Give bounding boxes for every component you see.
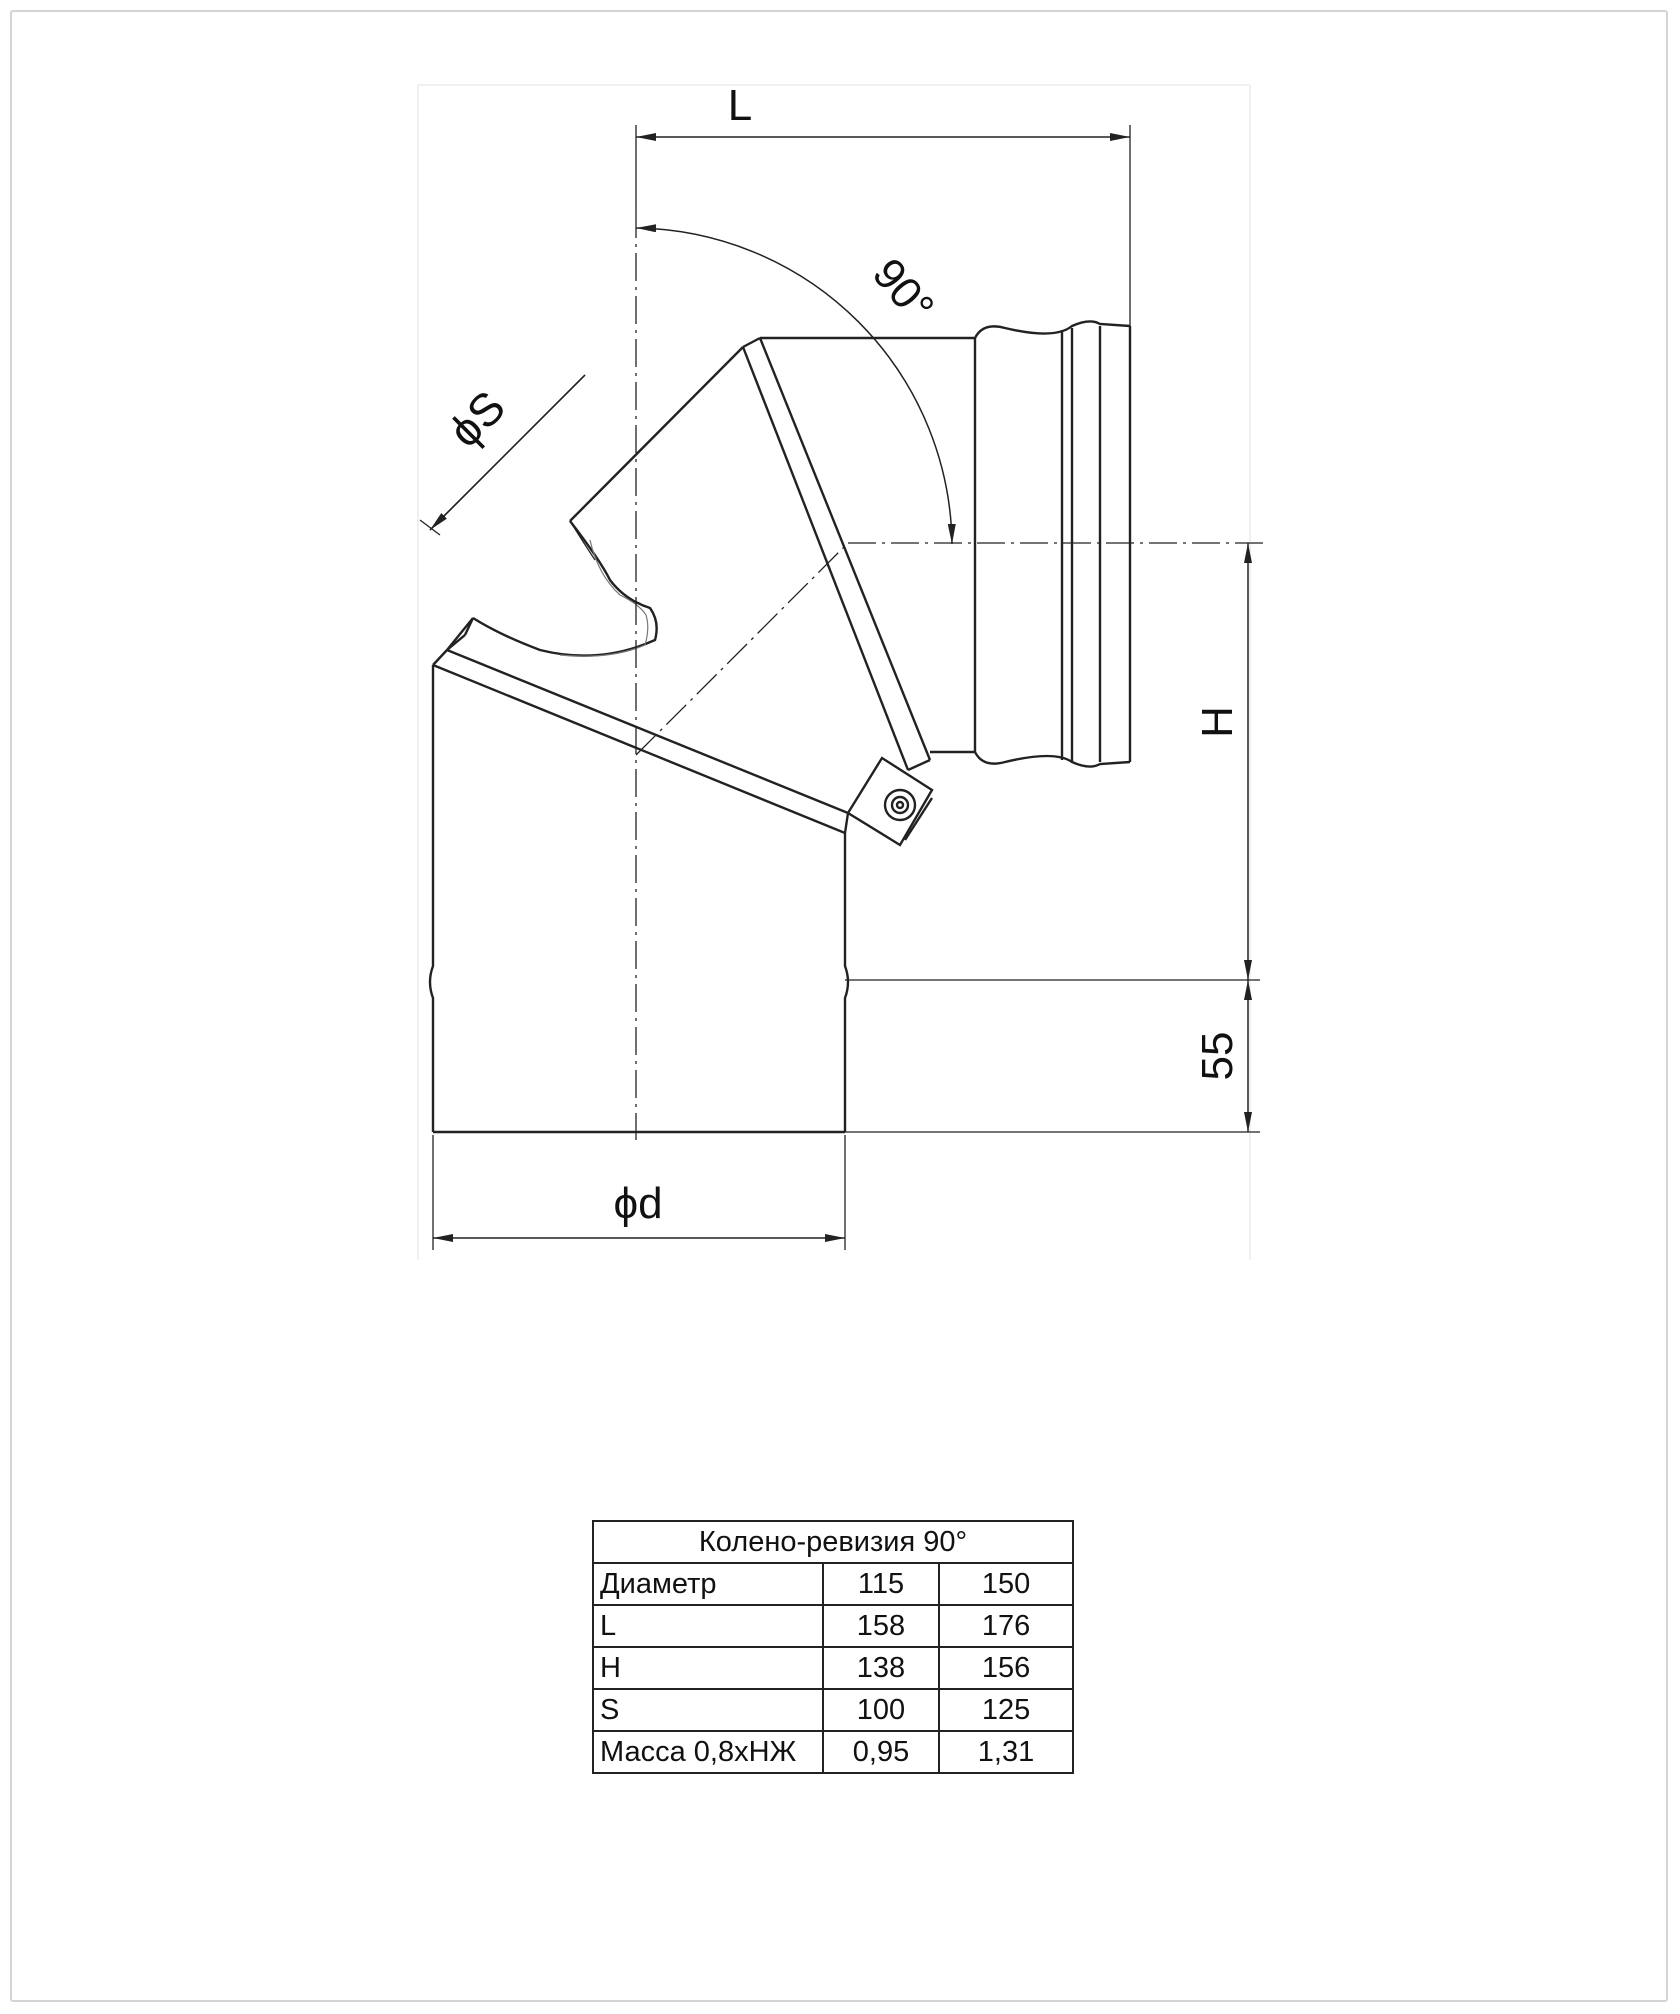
row-value: 158 bbox=[823, 1605, 939, 1647]
table-title: Колено-ревизия 90° bbox=[593, 1521, 1073, 1563]
upper-segment bbox=[570, 338, 930, 770]
table-title-row bbox=[593, 1521, 1073, 1563]
outlet-pipe bbox=[760, 321, 1130, 766]
clamp-hinge bbox=[848, 758, 932, 845]
label-55: 55 bbox=[1193, 1031, 1242, 1081]
row-value: 1,31 bbox=[939, 1731, 1073, 1773]
row-value: 115 bbox=[823, 1563, 939, 1605]
bottom-pipe bbox=[430, 665, 848, 1132]
row-value: 150 bbox=[939, 1563, 1073, 1605]
table-row bbox=[593, 1731, 1073, 1773]
dimension-lines bbox=[430, 137, 1248, 1238]
label-H: H bbox=[1193, 706, 1242, 738]
extension-lines bbox=[420, 125, 1260, 1250]
table-row bbox=[593, 1689, 1073, 1731]
table-row bbox=[593, 1605, 1073, 1647]
label-d: ϕd bbox=[613, 1179, 663, 1228]
label-L: L bbox=[727, 81, 753, 130]
row-value: 176 bbox=[939, 1605, 1073, 1647]
row-value: 125 bbox=[939, 1689, 1073, 1731]
table-row bbox=[593, 1647, 1073, 1689]
row-value: 100 bbox=[823, 1689, 939, 1731]
construction-lines bbox=[418, 85, 1250, 1260]
label-S: ϕS bbox=[438, 380, 516, 458]
spec-table bbox=[592, 1520, 1074, 1774]
row-label: S bbox=[593, 1689, 823, 1731]
row-value: 138 bbox=[823, 1647, 939, 1689]
table-row bbox=[593, 1563, 1073, 1605]
center-lines bbox=[636, 210, 1265, 1140]
label-angle: 90° bbox=[862, 249, 944, 332]
row-label: L bbox=[593, 1605, 823, 1647]
row-label: Масса 0,8хНЖ bbox=[593, 1731, 823, 1773]
middle-segment bbox=[433, 618, 848, 833]
inspection-opening bbox=[473, 521, 657, 656]
row-value: 156 bbox=[939, 1647, 1073, 1689]
row-label: Диаметр bbox=[593, 1563, 823, 1605]
row-value: 0,95 bbox=[823, 1731, 939, 1773]
row-label: H bbox=[593, 1647, 823, 1689]
